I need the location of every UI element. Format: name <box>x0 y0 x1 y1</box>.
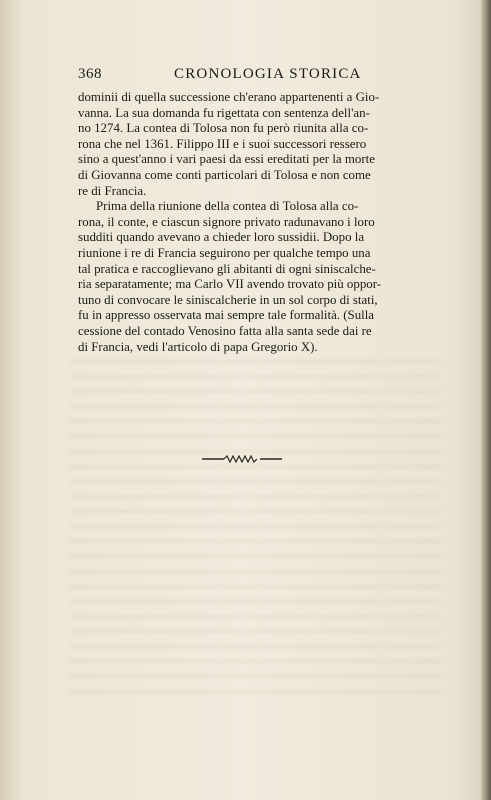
text-line: ria separatamente; ma Carlo VII avendo trovato più oppor- <box>78 277 382 292</box>
text-line: di Francia, vedi l'articolo di papa Gregorio X). <box>78 339 318 354</box>
running-head: CRONOLOGIA STORICA <box>174 66 362 82</box>
text-line: cessione del contado Venosino fatta alla santa sede dai re <box>78 323 372 338</box>
text-line: sudditi quando avevano a chieder loro sussidii. Dopo la <box>78 230 365 245</box>
page-edge <box>481 0 491 800</box>
text-line: no 1274. La contea di Tolosa non fu però riunita alla co- <box>78 121 369 136</box>
body-text <box>78 90 448 355</box>
text-line: fu in appresso osservata mai sempre tale formalità. (Sulla <box>78 308 375 323</box>
page-number: 368 <box>78 66 102 82</box>
text-line: re di Francia. <box>78 183 147 198</box>
wavy-rule-ornament-icon <box>202 455 282 463</box>
text-line: di Giovanna come conti particolari di Tolosa e non come <box>78 167 371 182</box>
text-line: dominii di quella successione ch'erano appartenenti a Gio- <box>78 90 380 104</box>
text-line: riunione i re di Francia seguirono per qualche tempo una <box>78 245 371 260</box>
text-line: Prima della riunione della contea di Tolosa alla co- <box>96 199 359 214</box>
text-line: tuno di convocare le siniscalcherie in un sol corpo di stati, <box>78 292 378 307</box>
text-line: vanna. La sua domanda fu rigettata con sentenza dell'an- <box>78 105 370 120</box>
page-header <box>66 66 444 88</box>
text-line: sino a quest'anno i vari paesi da essi ereditati per la morte <box>78 152 375 167</box>
text-line: rona che nel 1361. Filippo III e i suoi successori ressero <box>78 136 367 151</box>
show-through-texture <box>70 360 440 700</box>
text-line: rona, il conte, e ciascun signore privato radunavano i loro <box>78 214 375 229</box>
text-line: tal pratica e raccoglievano gli abitanti di ogni siniscalche- <box>78 261 376 276</box>
